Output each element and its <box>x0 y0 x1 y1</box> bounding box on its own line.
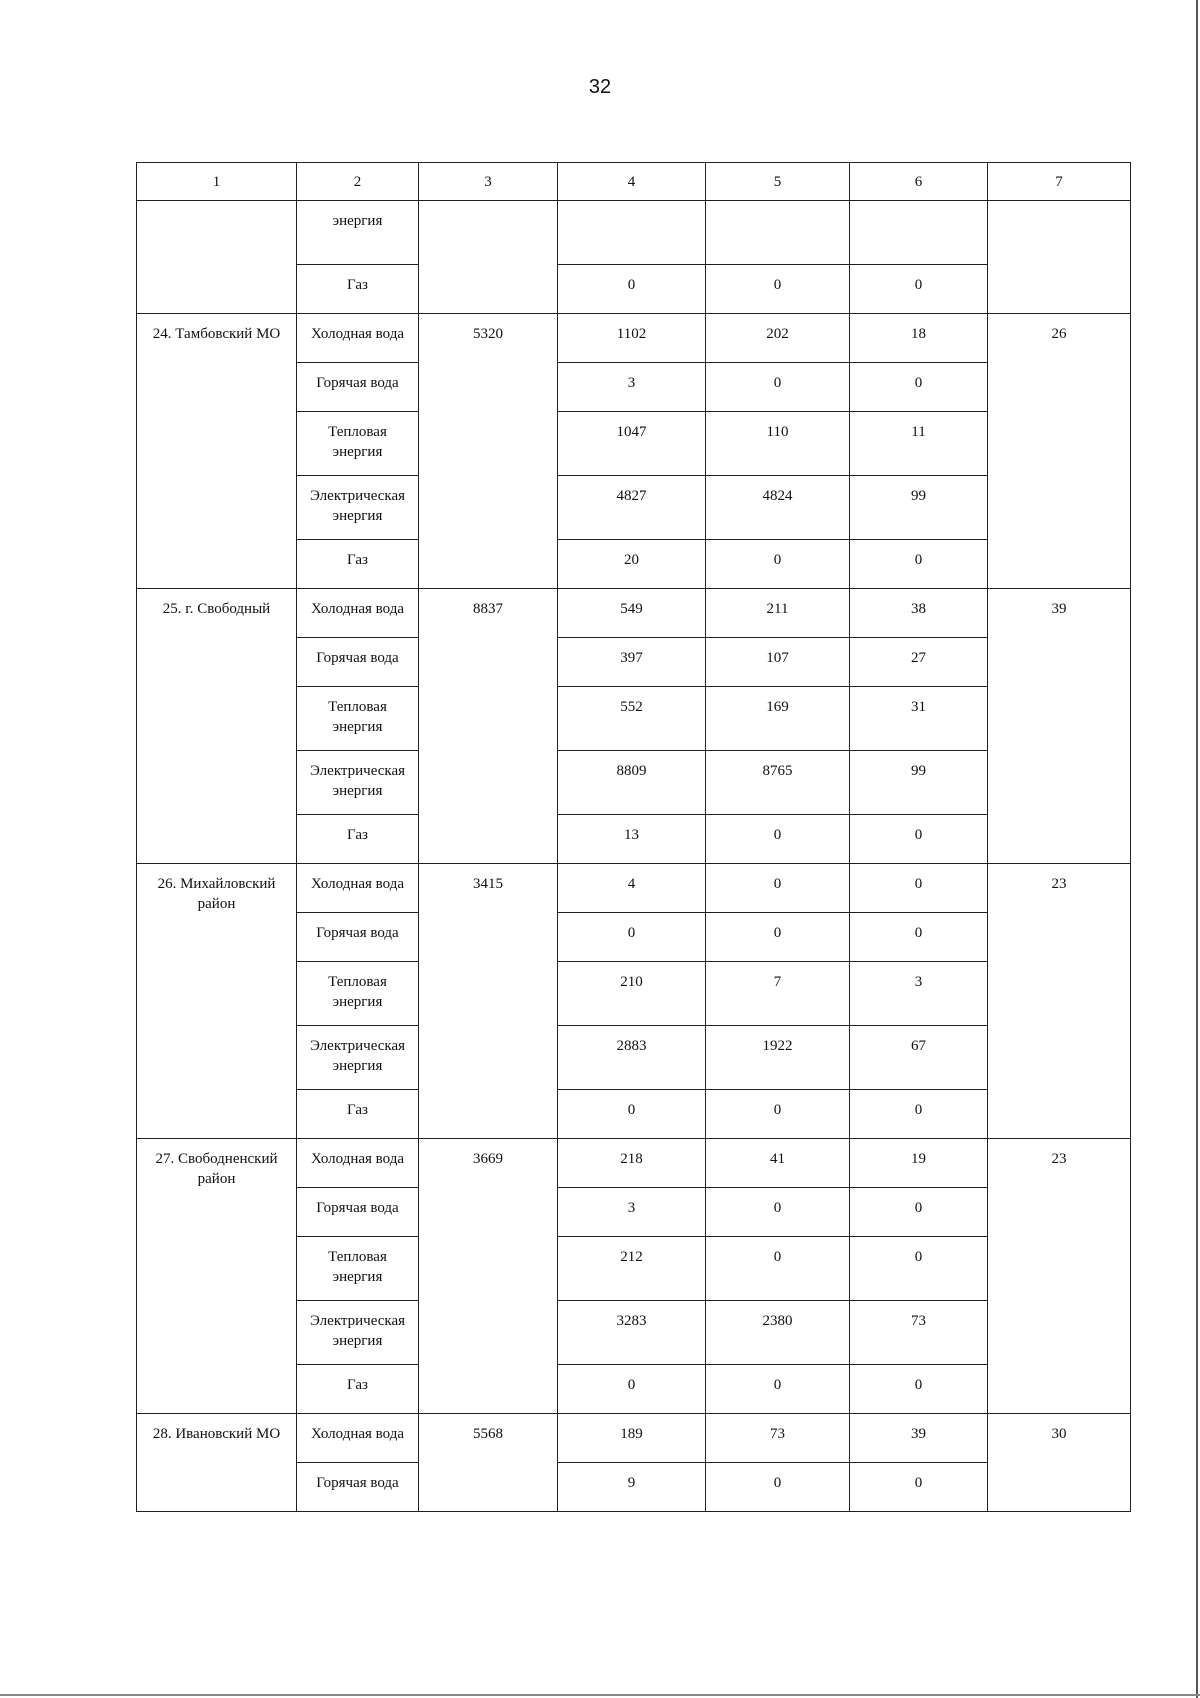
column-header: 4 <box>558 163 706 201</box>
value-cell-col3: 8837 <box>419 589 558 864</box>
value-cell-col5: 0 <box>706 1237 850 1301</box>
value-cell-col6: 3 <box>850 962 988 1026</box>
value-cell-col6: 0 <box>850 815 988 864</box>
value-cell-col4: 210 <box>558 962 706 1026</box>
resource-cell: Электрическая энергия <box>297 1301 419 1365</box>
value-cell-col4: 8809 <box>558 751 706 815</box>
region-cell: 24. Тамбовский МО <box>137 314 297 589</box>
resource-cell: Горячая вода <box>297 638 419 687</box>
region-cell: 27. Свободненский район <box>137 1139 297 1414</box>
value-cell-col5: 0 <box>706 1188 850 1237</box>
value-cell-col6: 27 <box>850 638 988 687</box>
resource-cell: Холодная вода <box>297 589 419 638</box>
region-cell: 26. Михайловский район <box>137 864 297 1139</box>
value-cell-col6: 99 <box>850 476 988 540</box>
value-cell-col4: 20 <box>558 540 706 589</box>
table-row <box>137 314 1131 363</box>
value-cell-col6: 11 <box>850 412 988 476</box>
value-cell-col3: 5320 <box>419 314 558 589</box>
value-cell-col6: 0 <box>850 864 988 913</box>
value-cell-col5: 73 <box>706 1414 850 1463</box>
page-number: 32 <box>588 76 612 98</box>
value-cell-col7: 30 <box>988 1414 1131 1512</box>
value-cell-col5: 0 <box>706 540 850 589</box>
value-cell-col5: 2380 <box>706 1301 850 1365</box>
scan-bottom-line <box>0 1694 1200 1696</box>
value-cell-col5: 110 <box>706 412 850 476</box>
value-cell-col5 <box>706 201 850 265</box>
value-cell-col4: 9 <box>558 1463 706 1512</box>
value-cell-col4: 218 <box>558 1139 706 1188</box>
value-cell-col7 <box>988 201 1131 314</box>
value-cell-col6: 0 <box>850 1237 988 1301</box>
value-cell-col6: 0 <box>850 540 988 589</box>
resource-cell: Тепловая энергия <box>297 687 419 751</box>
value-cell-col3: 5568 <box>419 1414 558 1512</box>
value-cell-col5: 169 <box>706 687 850 751</box>
value-cell-col7: 23 <box>988 1139 1131 1414</box>
value-cell-col6: 73 <box>850 1301 988 1365</box>
value-cell-col4: 4 <box>558 864 706 913</box>
value-cell-col3 <box>419 201 558 314</box>
column-header: 6 <box>850 163 988 201</box>
value-cell-col3: 3669 <box>419 1139 558 1414</box>
value-cell-col5: 211 <box>706 589 850 638</box>
value-cell-col5: 0 <box>706 913 850 962</box>
value-cell-col4: 3283 <box>558 1301 706 1365</box>
value-cell-col5: 0 <box>706 1463 850 1512</box>
value-cell-col4: 189 <box>558 1414 706 1463</box>
value-cell-col6: 19 <box>850 1139 988 1188</box>
value-cell-col4: 4827 <box>558 476 706 540</box>
value-cell-col6: 67 <box>850 1026 988 1090</box>
value-cell-col4: 3 <box>558 1188 706 1237</box>
resource-cell: Холодная вода <box>297 1139 419 1188</box>
value-cell-col4: 2883 <box>558 1026 706 1090</box>
value-cell-col4: 1047 <box>558 412 706 476</box>
value-cell-col4 <box>558 201 706 265</box>
column-header: 5 <box>706 163 850 201</box>
value-cell-col6: 39 <box>850 1414 988 1463</box>
region-cell <box>137 201 297 314</box>
resource-cell: энергия <box>297 201 419 265</box>
value-cell-col6: 0 <box>850 1090 988 1139</box>
value-cell-col5: 4824 <box>706 476 850 540</box>
value-cell-col4: 0 <box>558 913 706 962</box>
value-cell-col4: 549 <box>558 589 706 638</box>
value-cell-col6: 0 <box>850 265 988 314</box>
value-cell-col4: 552 <box>558 687 706 751</box>
resource-cell: Тепловая энергия <box>297 962 419 1026</box>
resource-cell: Холодная вода <box>297 864 419 913</box>
resource-cell: Электрическая энергия <box>297 1026 419 1090</box>
value-cell-col5: 8765 <box>706 751 850 815</box>
table-row <box>137 1414 1131 1463</box>
value-cell-col6: 31 <box>850 687 988 751</box>
value-cell-col4: 397 <box>558 638 706 687</box>
value-cell-col6: 18 <box>850 314 988 363</box>
data-table <box>136 162 1131 1512</box>
resource-cell: Газ <box>297 1090 419 1139</box>
value-cell-col5: 0 <box>706 265 850 314</box>
header-row <box>137 163 1131 201</box>
resource-cell: Газ <box>297 815 419 864</box>
table-row <box>137 864 1131 913</box>
resource-cell: Холодная вода <box>297 1414 419 1463</box>
resource-cell: Горячая вода <box>297 363 419 412</box>
value-cell-col7: 23 <box>988 864 1131 1139</box>
resource-cell: Электрическая энергия <box>297 476 419 540</box>
value-cell-col4: 1102 <box>558 314 706 363</box>
value-cell-col4: 0 <box>558 265 706 314</box>
table-row <box>137 589 1131 638</box>
value-cell-col7: 39 <box>988 589 1131 864</box>
value-cell-col5: 0 <box>706 1090 850 1139</box>
scan-edge-line <box>1196 0 1198 1698</box>
value-cell-col5: 41 <box>706 1139 850 1188</box>
resource-cell: Тепловая энергия <box>297 1237 419 1301</box>
table-row <box>137 201 1131 265</box>
value-cell-col5: 7 <box>706 962 850 1026</box>
value-cell-col5: 0 <box>706 864 850 913</box>
resource-cell: Горячая вода <box>297 913 419 962</box>
value-cell-col3: 3415 <box>419 864 558 1139</box>
column-header: 7 <box>988 163 1131 201</box>
value-cell-col4: 3 <box>558 363 706 412</box>
value-cell-col6: 0 <box>850 1365 988 1414</box>
value-cell-col6: 99 <box>850 751 988 815</box>
value-cell-col6: 0 <box>850 1463 988 1512</box>
resource-cell: Электрическая энергия <box>297 751 419 815</box>
value-cell-col4: 212 <box>558 1237 706 1301</box>
value-cell-col4: 13 <box>558 815 706 864</box>
value-cell-col5: 0 <box>706 815 850 864</box>
region-cell: 28. Ивановский МО <box>137 1414 297 1512</box>
value-cell-col5: 202 <box>706 314 850 363</box>
column-header: 2 <box>297 163 419 201</box>
column-header: 3 <box>419 163 558 201</box>
table-row <box>137 1139 1131 1188</box>
resource-cell: Горячая вода <box>297 1188 419 1237</box>
value-cell-col7: 26 <box>988 314 1131 589</box>
region-cell: 25. г. Свободный <box>137 589 297 864</box>
value-cell-col6: 0 <box>850 1188 988 1237</box>
resource-cell: Холодная вода <box>297 314 419 363</box>
value-cell-col5: 0 <box>706 363 850 412</box>
column-header: 1 <box>137 163 297 201</box>
resource-cell: Тепловая энергия <box>297 412 419 476</box>
value-cell-col6: 0 <box>850 363 988 412</box>
value-cell-col6 <box>850 201 988 265</box>
value-cell-col5: 107 <box>706 638 850 687</box>
value-cell-col6: 0 <box>850 913 988 962</box>
resource-cell: Газ <box>297 1365 419 1414</box>
resource-cell: Горячая вода <box>297 1463 419 1512</box>
value-cell-col5: 1922 <box>706 1026 850 1090</box>
resource-cell: Газ <box>297 540 419 589</box>
value-cell-col4: 0 <box>558 1365 706 1414</box>
value-cell-col4: 0 <box>558 1090 706 1139</box>
value-cell-col5: 0 <box>706 1365 850 1414</box>
resource-cell: Газ <box>297 265 419 314</box>
value-cell-col6: 38 <box>850 589 988 638</box>
